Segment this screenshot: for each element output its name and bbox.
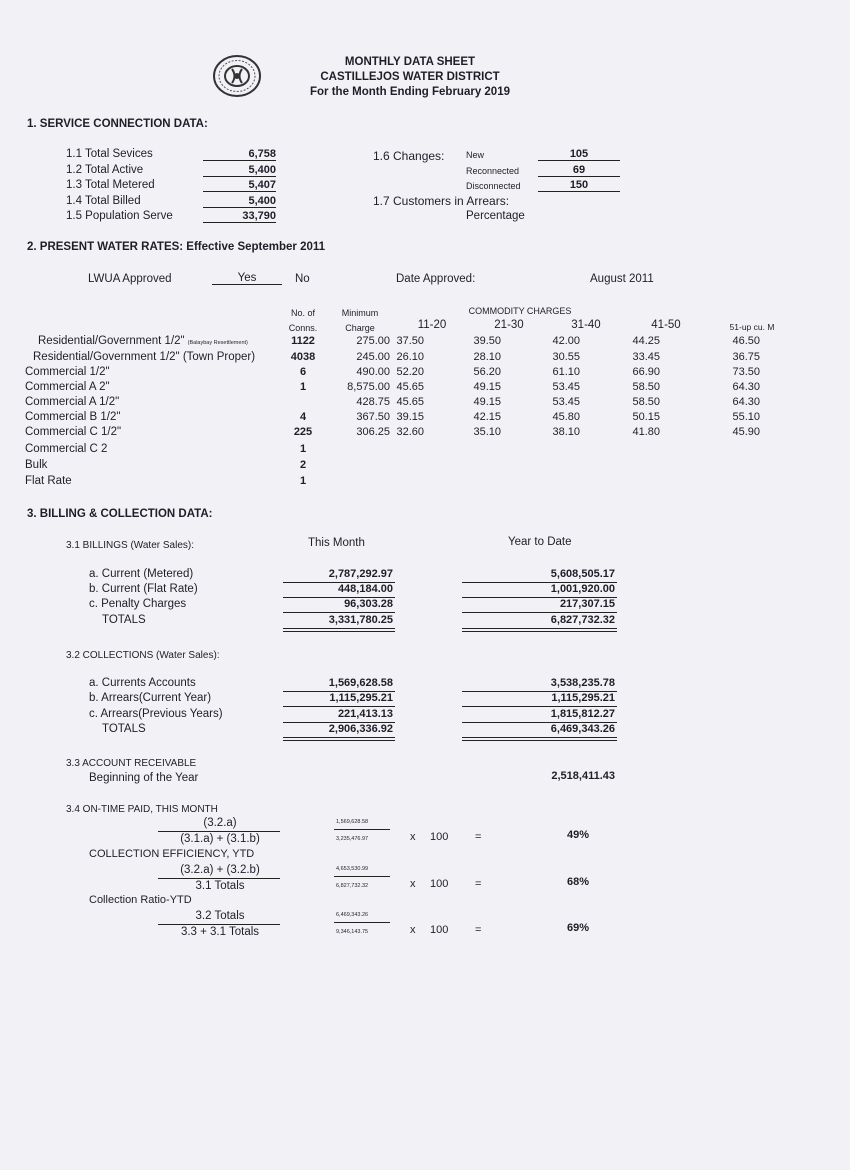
commodity-rate-value: 45.65 bbox=[396, 381, 424, 393]
collections-month-value: 2,906,336.92 bbox=[328, 723, 393, 735]
billings-label: 3.1 BILLINGS (Water Sales): bbox=[66, 540, 195, 551]
conns-value: 1 bbox=[299, 443, 307, 455]
conns-value: 2 bbox=[299, 459, 307, 471]
billings-ytd-value: 1,001,920.00 bbox=[550, 583, 615, 595]
service-item-value: 6,758 bbox=[203, 148, 276, 161]
conns-value: 6 bbox=[299, 366, 307, 378]
arrears-label: 1.7 Customers in Arrears: bbox=[373, 194, 510, 208]
double-rule bbox=[283, 737, 395, 741]
collections-row-label: b. Arrears(Current Year) bbox=[89, 692, 212, 704]
conns-value: 4038 bbox=[290, 351, 316, 363]
min-charge-value: 275.00 bbox=[356, 335, 390, 347]
commodity-rate-value: 36.75 bbox=[732, 351, 760, 363]
section2-heading: 2. PRESENT WATER RATES: Effective September 2011 bbox=[27, 241, 326, 253]
rate-row-name: Commercial C 1/2" bbox=[25, 426, 122, 438]
conns-value: 1 bbox=[299, 381, 307, 393]
ratio-num-value: 1,569,628.58 bbox=[336, 819, 369, 825]
ratio-result: 68% bbox=[567, 876, 590, 888]
lwua-yes: Yes bbox=[212, 272, 282, 285]
service-item-value: 5,400 bbox=[203, 195, 276, 208]
billings-month-value: 448,184.00 bbox=[337, 583, 393, 595]
equals-sign: = bbox=[475, 831, 482, 843]
hundred-value: 100 bbox=[430, 878, 449, 890]
section1-heading: 1. SERVICE CONNECTION DATA: bbox=[27, 118, 208, 130]
rule-line bbox=[283, 706, 395, 707]
fraction-bar bbox=[158, 831, 280, 832]
collections-row-label: TOTALS bbox=[102, 723, 146, 735]
commodity-rate-value: 49.15 bbox=[473, 396, 501, 408]
conns-value: 1 bbox=[299, 475, 307, 487]
rate-row-label bbox=[38, 335, 248, 347]
rate-row-label bbox=[25, 381, 110, 393]
service-item-value: 5,407 bbox=[203, 179, 276, 192]
commodity-rate-value: 73.50 bbox=[732, 366, 760, 378]
commodity-rate-value: 26.10 bbox=[396, 351, 424, 363]
bracket-header: 21-30 bbox=[494, 319, 524, 331]
min-charge-value: 245.00 bbox=[356, 351, 390, 363]
conns-value: 1122 bbox=[291, 335, 315, 347]
commodity-rate-value: 41.80 bbox=[632, 426, 660, 438]
ar-sub-label: Beginning of the Year bbox=[89, 772, 199, 784]
billings-row-label: b. Current (Flat Rate) bbox=[89, 583, 198, 595]
commodity-rate-value: 45.90 bbox=[732, 426, 760, 438]
commodity-rate-value: 50.15 bbox=[632, 411, 660, 423]
commodity-rate-value: 49.15 bbox=[473, 381, 501, 393]
rate-row-note: (Balaybay Resettlement) bbox=[187, 340, 248, 346]
ratio-num-value: 4,653,530.99 bbox=[336, 866, 369, 872]
min-charge-value: 490.00 bbox=[356, 366, 390, 378]
billings-ytd-value: 217,307.15 bbox=[559, 598, 615, 610]
double-rule bbox=[462, 628, 617, 632]
times-sign: x bbox=[410, 924, 416, 936]
col-min-header: Minimum Charge bbox=[341, 308, 379, 333]
billings-row-label: a. Current (Metered) bbox=[89, 568, 194, 580]
bracket-header: 31-40 bbox=[571, 319, 601, 331]
collections-row-label: c. Arrears(Previous Years) bbox=[89, 708, 223, 720]
rate-row-name: Commercial C 2 bbox=[25, 443, 108, 455]
billings-month-value: 96,303.28 bbox=[344, 598, 393, 610]
commodity-rate-value: 52.20 bbox=[396, 366, 424, 378]
times-sign: x bbox=[410, 878, 416, 890]
seal-icon bbox=[212, 54, 262, 98]
min-charge-value: 8,575.00 bbox=[347, 381, 390, 393]
rate-row-name: Residential/Government 1/2" (Town Proper) bbox=[33, 351, 256, 363]
ratio-num-value: 6,469,343.26 bbox=[336, 912, 369, 918]
commodity-rate-value: 61.10 bbox=[552, 366, 580, 378]
service-item-label: 1.3 Total Metered bbox=[66, 179, 155, 191]
double-rule bbox=[462, 737, 617, 741]
commodity-rate-value: 32.60 bbox=[396, 426, 424, 438]
collections-month-value: 1,569,628.58 bbox=[328, 677, 393, 689]
date-approved-label: Date Approved: bbox=[396, 273, 476, 285]
fraction-bar bbox=[334, 829, 390, 830]
change-label: Disconnected bbox=[466, 181, 521, 191]
fraction-bar bbox=[158, 924, 280, 925]
ontime-label: 3.4 ON-TIME PAID, THIS MONTH bbox=[66, 804, 218, 815]
col-conns-header: No. of Conns. bbox=[288, 308, 318, 333]
ratio-numerator: (3.2.a) + (3.2.b) bbox=[180, 864, 260, 876]
change-value: 69 bbox=[538, 164, 620, 177]
service-item-value: 33,790 bbox=[203, 210, 276, 223]
fraction-bar bbox=[158, 878, 280, 879]
org-name: CASTILLEJOS WATER DISTRICT bbox=[320, 71, 500, 83]
commodity-rate-value: 44.25 bbox=[632, 335, 660, 347]
commodity-rate-value: 39.50 bbox=[473, 335, 501, 347]
change-value: 150 bbox=[538, 179, 620, 192]
commodity-rate-value: 28.10 bbox=[473, 351, 501, 363]
service-item-value: 5,400 bbox=[203, 164, 276, 177]
commodity-rate-value: 39.15 bbox=[396, 411, 424, 423]
change-label: New bbox=[466, 150, 485, 160]
billings-month-value: 2,787,292.97 bbox=[328, 568, 393, 580]
commodity-rate-value: 46.50 bbox=[732, 335, 760, 347]
seal-logo bbox=[212, 54, 262, 98]
date-approved-value: August 2011 bbox=[590, 273, 654, 285]
collections-label: 3.2 COLLECTIONS (Water Sales): bbox=[66, 650, 220, 661]
commodity-rate-value: 64.30 bbox=[732, 381, 760, 393]
ratio-denominator: 3.1 Totals bbox=[195, 880, 245, 892]
hundred-value: 100 bbox=[430, 924, 449, 936]
changes-label: 1.6 Changes: bbox=[373, 149, 445, 163]
billings-ytd-value: 5,608,505.17 bbox=[550, 568, 615, 580]
ratio-title: COLLECTION EFFICIENCY, YTD bbox=[89, 848, 255, 860]
commodity-rate-value: 58.50 bbox=[632, 381, 660, 393]
collections-ytd-value: 1,815,812.27 bbox=[550, 708, 615, 720]
service-item-label: 1.5 Population Serve bbox=[66, 210, 173, 222]
rate-row-label bbox=[25, 475, 72, 487]
ratio-result: 69% bbox=[567, 922, 590, 934]
commodity-rate-value: 58.50 bbox=[632, 396, 660, 408]
min-charge-value: 367.50 bbox=[356, 411, 390, 423]
billings-month-value: 3,331,780.25 bbox=[328, 614, 393, 626]
commodity-rate-value: 53.45 bbox=[552, 396, 580, 408]
section3-heading: 3. BILLING & COLLECTION DATA: bbox=[27, 508, 213, 520]
rate-row-label bbox=[25, 366, 110, 378]
arrears-percentage-label: Percentage bbox=[466, 210, 525, 222]
min-charge-value: 428.75 bbox=[356, 396, 390, 408]
rate-row-label bbox=[25, 443, 107, 455]
ratio-denominator: 3.3 + 3.1 Totals bbox=[180, 926, 260, 938]
lwua-label: LWUA Approved bbox=[88, 273, 172, 285]
ratio-denominator: (3.1.a) + (3.1.b) bbox=[180, 833, 260, 845]
equals-sign: = bbox=[475, 924, 482, 936]
min-charge-value: 306.25 bbox=[356, 426, 390, 438]
commodity-rate-value: 45.65 bbox=[396, 396, 424, 408]
rule-line bbox=[462, 706, 617, 707]
report-period: For the Month Ending February 2019 bbox=[310, 86, 510, 98]
rate-row-label bbox=[25, 411, 120, 423]
change-label: Reconnected bbox=[466, 165, 520, 176]
conns-value: 225 bbox=[293, 426, 313, 438]
commodity-rate-value: 42.15 bbox=[473, 411, 501, 423]
lwua-no: No bbox=[295, 273, 310, 285]
rate-row-label bbox=[25, 396, 119, 408]
times-sign: x bbox=[410, 831, 416, 843]
commodity-rate-value: 37.50 bbox=[396, 335, 424, 347]
service-item-label: 1.1 Total Sevices bbox=[66, 148, 153, 160]
bracket-header: 41-50 bbox=[651, 319, 681, 331]
ytd-header: Year to Date bbox=[508, 536, 572, 548]
hundred-value: 100 bbox=[430, 831, 449, 843]
ratio-title: Collection Ratio-YTD bbox=[89, 894, 192, 906]
rate-row-label bbox=[25, 459, 47, 471]
fraction-bar bbox=[334, 922, 390, 923]
billings-ytd-value: 6,827,732.32 bbox=[550, 614, 615, 626]
commodity-rate-value: 33.45 bbox=[632, 351, 660, 363]
service-item-label: 1.2 Total Active bbox=[66, 163, 144, 176]
conns-value: 4 bbox=[299, 411, 307, 423]
commodity-header: COMMODITY CHARGES bbox=[468, 306, 572, 316]
fraction-bar bbox=[334, 876, 390, 877]
billings-row-label: TOTALS bbox=[102, 614, 146, 626]
rate-row-name: Flat Rate bbox=[25, 475, 72, 487]
ratio-numerator: (3.2.a) bbox=[203, 817, 237, 829]
commodity-rate-value: 45.80 bbox=[552, 411, 580, 423]
ar-label: 3.3 ACCOUNT RECEIVABLE bbox=[66, 758, 197, 769]
bracket-header: 11-20 bbox=[417, 319, 447, 331]
rule-line bbox=[462, 612, 617, 613]
commodity-rate-value: 35.10 bbox=[473, 426, 501, 438]
collections-ytd-value: 3,538,235.78 bbox=[550, 677, 615, 689]
ratio-result: 49% bbox=[567, 829, 590, 841]
ratio-numerator: 3.2 Totals bbox=[195, 910, 245, 922]
ratio-den-value: 3,235,476.97 bbox=[336, 836, 369, 842]
doc-title: MONTHLY DATA SHEET bbox=[344, 56, 476, 68]
bracket-header: 51-up cu. M bbox=[729, 322, 775, 332]
commodity-rate-value: 38.10 bbox=[552, 426, 580, 438]
rate-row-name: Commercial A 2" bbox=[25, 381, 110, 393]
billings-row-label: c. Penalty Charges bbox=[89, 598, 187, 610]
equals-sign: = bbox=[475, 878, 482, 890]
rule-line bbox=[283, 612, 395, 613]
rate-row-label bbox=[33, 351, 255, 363]
rate-row-name: Commercial A 1/2" bbox=[25, 396, 120, 408]
rate-row-label bbox=[25, 426, 121, 438]
ratio-den-value: 6,827,732.32 bbox=[336, 883, 369, 889]
commodity-rate-value: 56.20 bbox=[473, 366, 501, 378]
commodity-rate-value: 53.45 bbox=[552, 381, 580, 393]
commodity-rate-value: 30.55 bbox=[552, 351, 580, 363]
commodity-rate-value: 42.00 bbox=[552, 335, 580, 347]
collections-ytd-value: 1,115,295.21 bbox=[551, 692, 615, 704]
collections-row-label: a. Currents Accounts bbox=[89, 677, 196, 689]
this-month-header: This Month bbox=[308, 537, 365, 549]
double-rule bbox=[283, 628, 395, 632]
rate-row-name: Bulk bbox=[25, 459, 48, 471]
rate-row-name: Commercial B 1/2" bbox=[25, 411, 121, 423]
ratio-den-value: 9,346,143.75 bbox=[336, 929, 369, 935]
collections-month-value: 221,413.13 bbox=[337, 708, 393, 720]
collections-ytd-value: 6,469,343.26 bbox=[550, 723, 615, 735]
commodity-rate-value: 66.90 bbox=[632, 366, 660, 378]
rate-row-name: Commercial 1/2" bbox=[25, 366, 110, 378]
service-item-label: 1.4 Total Billed bbox=[66, 194, 141, 207]
rate-row-name: Residential/Government 1/2" bbox=[38, 335, 185, 347]
collections-month-value: 1,115,295.21 bbox=[329, 692, 393, 704]
change-value: 105 bbox=[538, 148, 620, 161]
ar-value: 2,518,411.43 bbox=[551, 770, 615, 782]
commodity-rate-value: 55.10 bbox=[732, 411, 760, 423]
commodity-rate-value: 64.30 bbox=[732, 396, 760, 408]
